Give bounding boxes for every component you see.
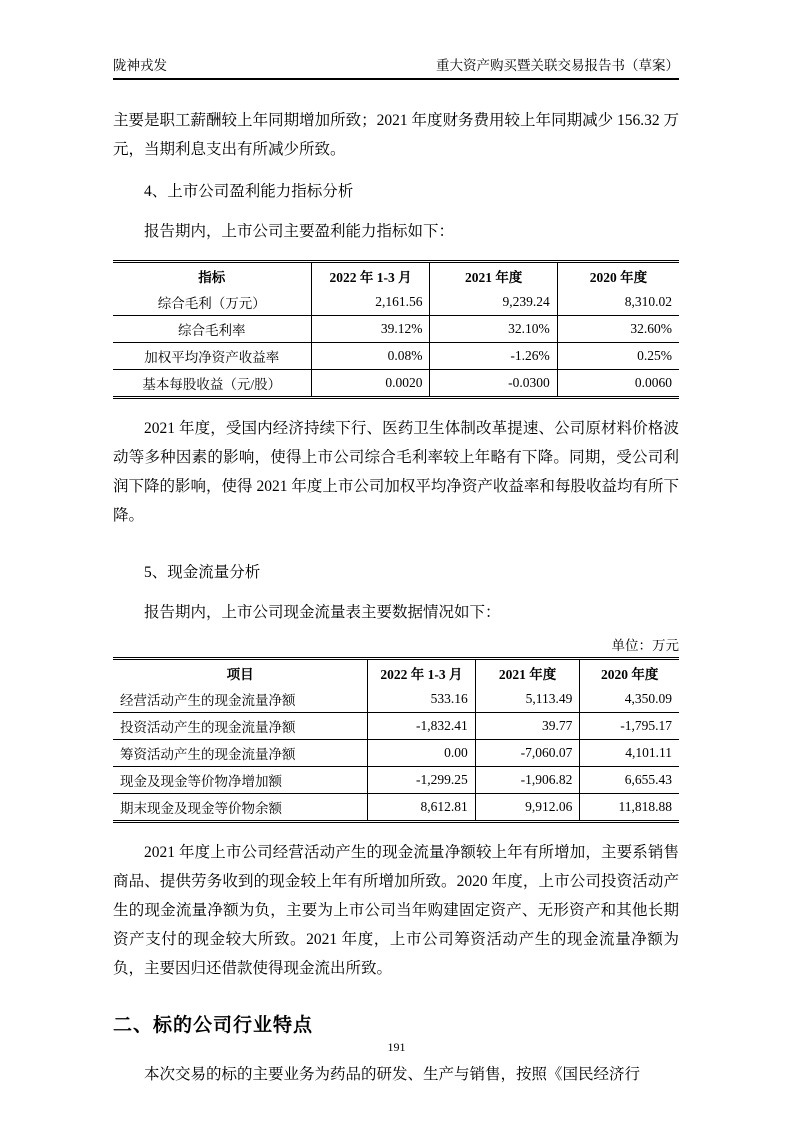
table-cell: -1,795.17 — [580, 713, 679, 740]
table-cell: 综合毛利（万元） — [113, 289, 311, 316]
cashflow-table — [113, 657, 679, 823]
table-row — [113, 740, 679, 767]
header-company-name: 陇神戎发 — [113, 58, 167, 73]
table-row — [113, 767, 679, 794]
table-cell: 经营活动产生的现金流量净额 — [113, 686, 368, 713]
table-header-cell: 2021 年度 — [475, 659, 580, 687]
table-row — [113, 370, 679, 398]
table-cell: -1,299.25 — [368, 767, 476, 794]
table-cell: 投资活动产生的现金流量净额 — [113, 713, 368, 740]
table-cell: 39.12% — [311, 316, 430, 343]
table-row — [113, 316, 679, 343]
table-header-cell: 项目 — [113, 659, 368, 687]
table-unit-label: 单位：万元 — [611, 638, 679, 653]
table-row — [113, 713, 679, 740]
table-cell: 32.60% — [557, 316, 679, 343]
table-header-row — [113, 659, 679, 687]
table-cell: 533.16 — [368, 686, 476, 713]
table-cell: 基本每股收益（元/股） — [113, 370, 311, 398]
table-cell: -1,832.41 — [368, 713, 476, 740]
table-cell: -7,060.07 — [475, 740, 580, 767]
table-cell: 5,113.49 — [475, 686, 580, 713]
table-cell: 2,161.56 — [311, 289, 430, 316]
table-cell: -1.26% — [430, 343, 557, 370]
table-cell: 4,350.09 — [580, 686, 679, 713]
profit-table-lead: 报告期内，上市公司主要盈利能力指标如下： — [144, 223, 455, 240]
table-header-cell: 2022 年 1-3 月 — [311, 262, 430, 290]
table-header-row — [113, 262, 679, 290]
page-header — [113, 0, 679, 80]
table-cell: 综合毛利率 — [113, 316, 311, 343]
table-cell: 0.0020 — [311, 370, 430, 398]
table-cell: 11,818.88 — [618, 799, 672, 814]
table-cell: 0.00 — [368, 740, 476, 767]
table-header-cell: 2020 年度 — [601, 667, 659, 682]
continuation-paragraph: 主要是职工薪酬较上年同期增加所致；2021 年度财务费用较上年同期减少 156.32 万元，当期利息支出有所减少所致。 — [113, 112, 679, 158]
page-number: 191 — [387, 1040, 406, 1054]
table-cell: 0.0060 — [634, 375, 672, 390]
table-row — [113, 289, 679, 316]
table-cell: 0.25% — [557, 343, 679, 370]
table-cell: 39.77 — [475, 713, 580, 740]
table-cell: 8,612.81 — [368, 794, 476, 822]
profit-analysis-paragraph: 2021 年度，受国内经济持续下行、医药卫生体制改革提速、公司原材料价格波动等多种因素的影响，使得上市公司综合毛利率较上年略有下降。同期，受公司利润下降的影响，使得 2021 年度上市公司加权平均净资产收益率和每股收益均有所下降。 — [113, 420, 679, 524]
heading-industry-characteristics: 二、标的公司行业特点 — [113, 1015, 314, 1036]
cashflow-table-lead: 报告期内，上市公司现金流量表主要数据情况如下： — [144, 604, 501, 621]
table-cell: 期末现金及现金等价物余额 — [113, 794, 368, 822]
table-header-cell: 2020 年度 — [589, 270, 648, 285]
heading-profit-analysis: 4、上市公司盈利能力指标分析 — [144, 183, 354, 200]
table-cell: 加权平均净资产收益率 — [113, 343, 311, 370]
header-document-title: 重大资产购买暨关联交易报告书（草案） — [436, 58, 679, 73]
industry-paragraph: 本次交易的标的主要业务为药品的研发、生产与销售，按照《国民经济行 — [144, 1066, 641, 1083]
table-cell: 现金及现金等价物净增加额 — [113, 767, 368, 794]
table-row — [113, 343, 679, 370]
table-cell: 8,310.02 — [557, 289, 679, 316]
table-row — [113, 686, 679, 713]
table-cell: -1,906.82 — [475, 767, 580, 794]
profit-indicators-table — [113, 260, 679, 399]
table-cell: 9,912.06 — [475, 794, 580, 822]
table-cell: 0.08% — [311, 343, 430, 370]
table-row — [113, 794, 679, 822]
table-cell: 筹资活动产生的现金流量净额 — [113, 740, 368, 767]
table-cell: 6,655.43 — [580, 767, 679, 794]
table-cell: 4,101.11 — [580, 740, 679, 767]
cashflow-analysis-paragraph: 2021 年度上市公司经营活动产生的现金流量净额较上年有所增加，主要系销售商品、提供劳务收到的现金较上年有所增加所致。2020 年度，上市公司投资活动产生的现金流量净额为负，主要为上市公司当年购建固定资产、无形资产和其他长期资产支付的现金较大所致。2021 年度，上市公司筹资活动产生的现金流量净额为负，主要因归还借款使得现金流出所致。 — [113, 844, 679, 977]
table-cell: 9,239.24 — [430, 289, 557, 316]
table-header-cell: 2021 年度 — [430, 262, 557, 290]
table-cell: 32.10% — [430, 316, 557, 343]
table-header-cell: 2022 年 1-3 月 — [368, 659, 476, 687]
table-header-cell: 指标 — [113, 262, 311, 290]
heading-cashflow-analysis: 5、现金流量分析 — [144, 564, 261, 581]
table-cell: -0.0300 — [430, 370, 557, 398]
